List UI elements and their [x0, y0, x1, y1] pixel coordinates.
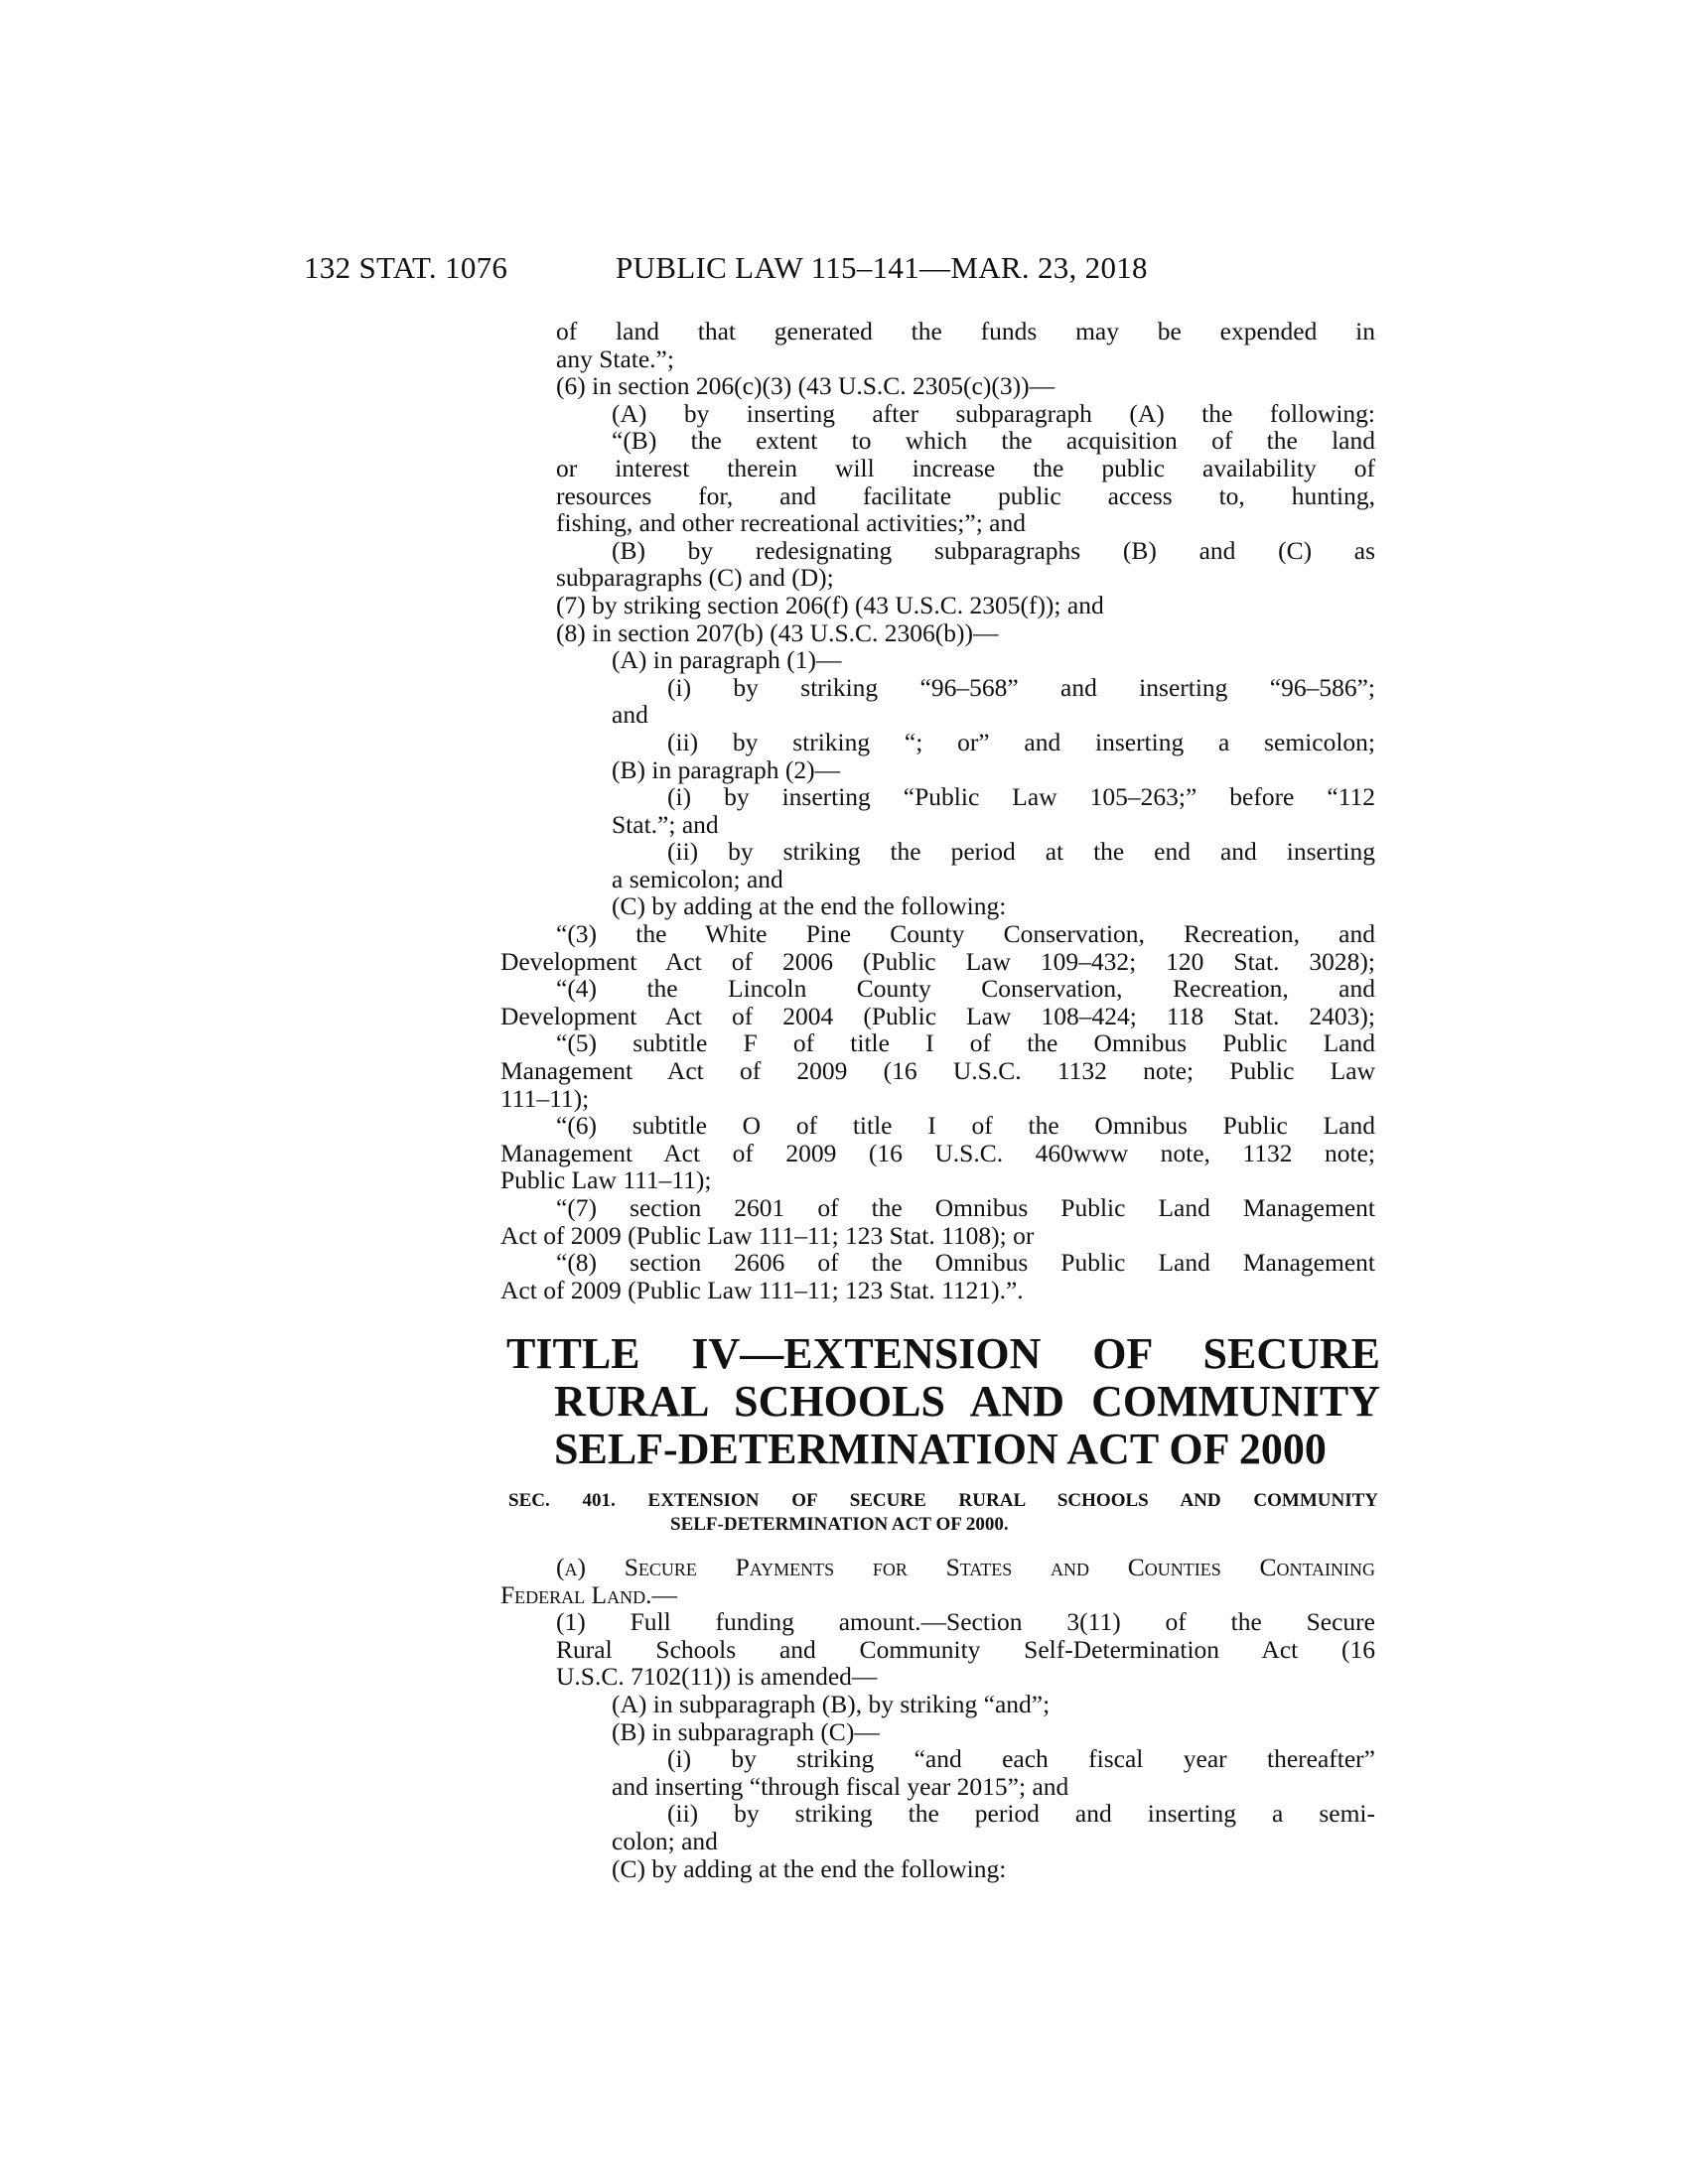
text-line: “(4) the Lincoln County Conservation, Recreation, and	[556, 974, 1375, 1004]
text-line: “(B) the extent to which the acquisition of the land	[612, 426, 1375, 456]
text-line: (ii) by striking the period at the end and inserting	[667, 837, 1375, 867]
text-line: “(5) subtitle F of title I of the Omnibus Public Land	[556, 1028, 1375, 1058]
text-line: (6) in section 206(c)(3) (43 U.S.C. 2305(c)(3))—	[556, 371, 1055, 401]
text-line: (i) by striking “and each fiscal year thereafter”	[667, 1744, 1375, 1774]
text-line: Stat.”; and	[612, 809, 719, 839]
text-line: and inserting “through fiscal year 2015”; and	[612, 1771, 1069, 1801]
text-line: resources for, and facilitate public access to, hunting,	[556, 480, 1375, 510]
page-running-head: PUBLIC LAW 115–141—MAR. 23, 2018	[616, 250, 1148, 285]
body-text-upper	[500, 317, 1375, 1304]
text-line: (A) in subparagraph (B), by striking “and”;	[612, 1689, 1051, 1718]
text-line: Management Act of 2009 (16 U.S.C. 460www note, 1132 note;	[500, 1138, 1375, 1167]
text-line: (1) Full funding amount.—Section 3(11) of the Secure	[556, 1607, 1375, 1637]
section-heading-line: SEC. 401. EXTENSION OF SECURE RURAL SCHOOLS AND COMMUNITY	[508, 1490, 1378, 1511]
text-line: Federal Land.—	[500, 1579, 677, 1609]
text-line: “(7) section 2601 of the Omnibus Public Land Management	[556, 1193, 1375, 1222]
title-heading	[506, 1330, 1380, 1473]
text-line: (a) Secure Payments for States and Counties Containing	[556, 1553, 1375, 1581]
title-line: SELF-DETERMINATION ACT OF 2000	[554, 1425, 1327, 1473]
text-line: and	[612, 700, 648, 730]
text-line: (ii) by striking “; or” and inserting a semicolon;	[667, 727, 1375, 756]
text-line: Act of 2009 (Public Law 111–11; 123 Stat. 1108); or	[500, 1220, 1035, 1250]
body-text-lower	[500, 1553, 1375, 1883]
page-stat-citation: 132 STAT. 1076	[304, 250, 508, 285]
text-line: (i) by inserting “Public Law 105–263;” before “112	[667, 782, 1375, 812]
text-line: (A) by inserting after subparagraph (A) the following:	[612, 398, 1375, 428]
text-line: (7) by striking section 206(f) (43 U.S.C. 2305(f)); and	[556, 590, 1104, 619]
text-line: Development Act of 2004 (Public Law 108–424; 118 Stat. 2403);	[500, 1001, 1375, 1030]
text-line: U.S.C. 7102(11)) is amended—	[556, 1662, 878, 1692]
title-line: RURAL SCHOOLS AND COMMUNITY	[554, 1377, 1380, 1426]
text-line: (ii) by striking the period and inserting a semi-	[667, 1799, 1375, 1829]
text-line: colon; and	[612, 1826, 718, 1855]
text-line: (C) by adding at the end the following:	[612, 1853, 1007, 1883]
text-line: fishing, and other recreational activities;”; and	[556, 508, 1026, 538]
text-line: or interest therein will increase the public availability of	[556, 453, 1375, 482]
text-line: Act of 2009 (Public Law 111–11; 123 Stat. 1121).”.	[500, 1275, 1024, 1304]
text-line: “(6) subtitle O of title I of the Omnibus Public Land	[556, 1111, 1375, 1141]
section-heading-line: SELF-DETERMINATION ACT OF 2000.	[670, 1514, 1009, 1535]
text-line: “(3) the White Pine County Conservation, Recreation, and	[556, 919, 1375, 949]
text-line: any State.”;	[556, 343, 674, 373]
text-line: (i) by striking “96–568” and inserting “96–586”;	[667, 672, 1375, 702]
text-line: (A) in paragraph (1)—	[612, 645, 842, 675]
section-heading	[508, 1489, 1378, 1537]
text-line: (B) by redesignating subparagraphs (B) and (C) as	[612, 535, 1375, 565]
text-line: Public Law 111–11);	[500, 1165, 712, 1195]
text-line: (8) in section 207(b) (43 U.S.C. 2306(b))—	[556, 617, 999, 647]
text-line: Rural Schools and Community Self-Determination Act (16	[556, 1634, 1375, 1664]
title-line: TITLE IV—EXTENSION OF SECURE	[506, 1329, 1380, 1378]
text-line: 111–11);	[500, 1083, 590, 1113]
text-line: (C) by adding at the end the following:	[612, 891, 1007, 921]
text-line: Management Act of 2009 (16 U.S.C. 1132 note; Public Law	[500, 1056, 1375, 1086]
text-line: a semicolon; and	[612, 864, 783, 893]
text-line: subparagraphs (C) and (D);	[556, 563, 834, 593]
text-line: (B) in subparagraph (C)—	[612, 1716, 880, 1746]
text-line: (B) in paragraph (2)—	[612, 754, 841, 784]
text-line: “(8) section 2606 of the Omnibus Public Land Management	[556, 1248, 1375, 1278]
text-line: of land that generated the funds may be expended in	[556, 317, 1375, 345]
text-line: Development Act of 2006 (Public Law 109–432; 120 Stat. 3028);	[500, 946, 1375, 976]
